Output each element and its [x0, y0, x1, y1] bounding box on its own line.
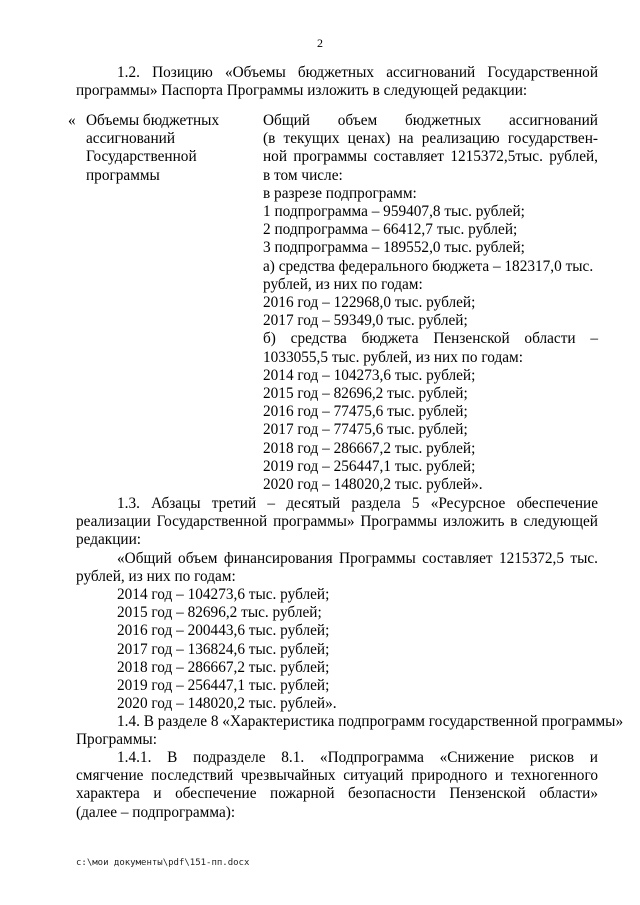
year-line: 2015 год – 82696,2 тыс. рублей; — [117, 604, 322, 622]
right-line: 2020 год – 148020,2 тыс. рублей». — [263, 476, 483, 494]
right-line: 2016 год – 77475,6 тыс. рублей; — [263, 403, 468, 421]
paragraph-line: (далее – подпрограмма): — [76, 803, 236, 821]
right-line: 2019 год – 256447,1 тыс. рублей; — [263, 457, 476, 475]
paragraph-line: Программы: — [76, 731, 157, 749]
paragraph-line: 1.4.1. В подразделе 8.1. «Подпрограмма «Снижение рисков и — [117, 749, 598, 766]
paragraph-line: 1.2. Позицию «Объемы бюджетных ассигнований Государственной — [117, 64, 598, 81]
paragraph-line: 1.4. В разделе 8 «Характеристика подпрограмм государственной программы» — [117, 713, 624, 730]
right-line: 2017 год – 59349,0 тыс. рублей; — [263, 312, 468, 330]
paragraph-1-3 — [76, 495, 598, 586]
page-number: 2 — [317, 36, 323, 50]
left-line: ассигнований — [86, 130, 176, 148]
year-line: 2016 год – 200443,6 тыс. рублей; — [117, 622, 330, 640]
paragraph-1-2 — [76, 64, 598, 100]
paragraph-line: 1.3. Абзацы третий – десятый раздела 5 «Ресурсное обеспечение — [117, 495, 598, 512]
paragraph-1-4-1 — [76, 749, 598, 822]
right-line: 2 подпрограмма – 66412,7 тыс. рублей; — [263, 221, 518, 239]
right-line: б) средства бюджета Пензенской области – — [263, 330, 598, 348]
paragraph-line: смягчение последствий чрезвычайных ситуаций природного и техногенного — [76, 767, 598, 785]
table-right-column — [263, 112, 598, 494]
paragraph-line: «Общий объем финансирования Программы составляет 1215372,5 тыс. — [117, 549, 598, 567]
right-line: 2018 год – 286667,2 тыс. рублей; — [263, 439, 476, 457]
right-line: рублей, из них по годам: — [263, 275, 423, 293]
right-line: 2017 год – 77475,6 тыс. рублей; — [263, 421, 468, 439]
left-line: Государственной — [86, 148, 197, 166]
year-line: 2014 год – 104273,6 тыс. рублей; — [117, 586, 330, 603]
right-line: (в текущих ценах) на реализацию государствен- — [263, 130, 598, 148]
paragraph-line: реализации Государственной программы» Программы изложить в следующей — [76, 513, 598, 531]
file-path-footer: c:\мои документы\pdf\151-пп.docx — [76, 858, 250, 868]
paragraph-line: рублей, из них по годам: — [76, 567, 236, 585]
paragraph-1-4 — [76, 713, 624, 749]
right-line: 1 подпрограмма – 959407,8 тыс. рублей; — [263, 203, 525, 221]
paragraph-line: характера и обеспечение пожарной безопасности Пензенской области» — [76, 785, 598, 803]
right-line: в том числе: — [263, 166, 343, 184]
table-left-column — [86, 112, 246, 185]
right-line: в разрезе подпрограмм: — [263, 184, 417, 202]
right-line: 3 подпрограмма – 189552,0 тыс. рублей; — [263, 239, 525, 257]
right-line: ной программы составляет 1215372,5тыс. рублей, — [263, 148, 598, 166]
paragraph-line: редакции: — [76, 531, 142, 549]
funding-years-list — [117, 586, 337, 713]
year-line: 2020 год – 148020,2 тыс. рублей». — [117, 695, 337, 713]
right-line: 2016 год – 122968,0 тыс. рублей; — [263, 294, 476, 312]
year-line: 2018 год – 286667,2 тыс. рублей; — [117, 658, 330, 676]
right-line: 1033055,5 тыс. рублей, из них по годам: — [263, 348, 523, 366]
right-line: Общий объем бюджетных ассигнований — [263, 112, 598, 129]
left-line: Объемы бюджетных — [86, 112, 220, 129]
year-line: 2019 год – 256447,1 тыс. рублей; — [117, 677, 330, 695]
right-line: 2015 год – 82696,2 тыс. рублей; — [263, 385, 468, 403]
right-line: 2014 год – 104273,6 тыс. рублей; — [263, 366, 476, 384]
year-line: 2017 год – 136824,6 тыс. рублей; — [117, 640, 330, 658]
left-line: программы — [86, 166, 160, 184]
opening-quote: « — [68, 112, 76, 129]
paragraph-line: программы» Паспорта Программы изложить в следующей редакции: — [76, 82, 528, 100]
right-line: а) средства федерального бюджета – 182317,0 тыс. — [263, 257, 594, 275]
